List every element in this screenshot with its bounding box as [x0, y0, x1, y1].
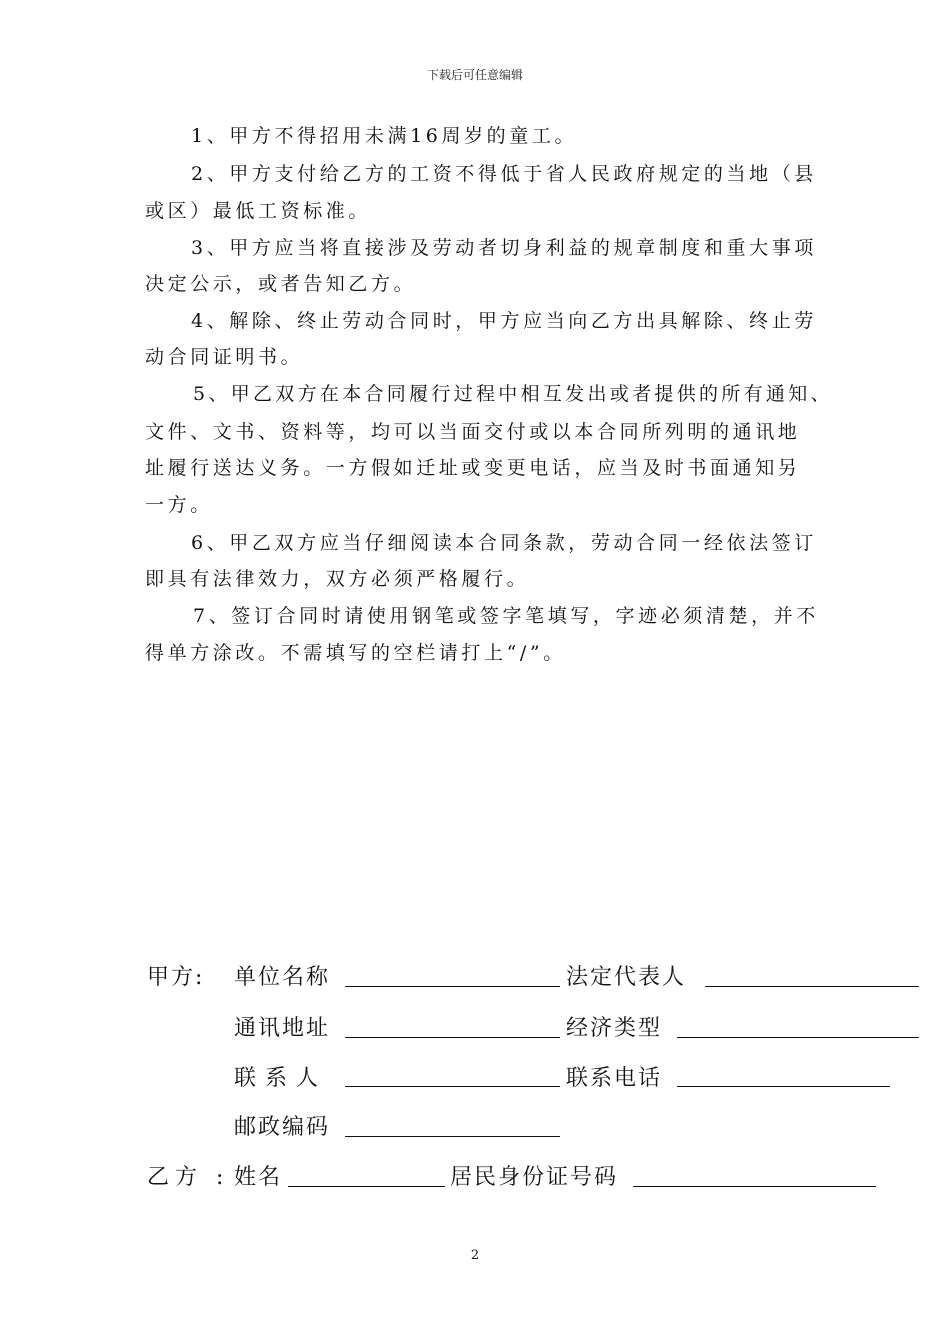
postcode-label: 邮政编码 — [234, 1115, 331, 1140]
clause-5-line-2: 文件、文书、资料等，均可以当面交付或以本合同所列明的通讯地 — [145, 421, 801, 443]
postcode-field[interactable] — [345, 1136, 560, 1137]
phone-field[interactable] — [677, 1086, 890, 1087]
unit-name-field[interactable] — [345, 986, 560, 987]
id-number-field[interactable] — [633, 1186, 876, 1187]
clause-6-line-1: 6、甲乙双方应当仔细阅读本合同条款，劳动合同一经依法签订 — [191, 532, 817, 554]
clause-6-line-2: 即具有法律效力，双方必须严格履行。 — [145, 568, 530, 590]
clause-5-line-4: 一方。 — [145, 494, 213, 516]
unit-name-label: 单位名称 — [234, 965, 331, 990]
page-number: 2 — [470, 1248, 480, 1263]
address-label: 通讯地址 — [234, 1016, 331, 1041]
clause-2-line-1: 2、甲方支付给乙方的工资不得低于省人民政府规定的当地（县 — [191, 163, 817, 185]
clause-1-line-1: 1、甲方不得招用未满16周岁的童工。 — [191, 125, 578, 147]
legal-rep-field[interactable] — [705, 986, 919, 987]
clause-3-line-2: 决定公示，或者告知乙方。 — [145, 273, 417, 295]
contact-label: 联 系 人 — [234, 1066, 319, 1091]
econ-type-label: 经济类型 — [566, 1016, 663, 1041]
clause-4-line-2: 动合同证明书。 — [145, 346, 304, 368]
clause-2-line-2: 或区）最低工资标准。 — [145, 200, 372, 222]
name-field[interactable] — [288, 1186, 445, 1187]
clause-5-line-3: 址履行送达义务。一方假如迁址或变更电话，应当及时书面通知另 — [145, 457, 801, 479]
clause-5-line-1: 5、甲乙双方在本合同履行过程中相互发出或者提供的所有通知、 — [193, 383, 833, 405]
party-b-label: 乙方 : — [147, 1165, 230, 1190]
phone-label: 联系电话 — [566, 1066, 663, 1091]
clause-7-line-1: 7、签订合同时请使用钢笔或签字笔填写，字迹必须清楚，并不 — [193, 605, 819, 627]
contact-field[interactable] — [345, 1086, 560, 1087]
clause-3-line-1: 3、甲方应当将直接涉及劳动者切身利益的规章制度和重大事项 — [191, 237, 817, 259]
page-header: 下载后可任意编辑 — [426, 68, 523, 82]
name-label: 姓名 — [234, 1165, 283, 1190]
legal-rep-label: 法定代表人 — [566, 965, 687, 990]
address-field[interactable] — [345, 1037, 560, 1038]
party-a-label: 甲方: — [147, 965, 205, 990]
clause-7-line-2: 得单方涂改。不需填写的空栏请打上“/”。 — [145, 642, 566, 664]
id-number-label: 居民身份证号码 — [450, 1165, 619, 1190]
clause-4-line-1: 4、解除、终止劳动合同时，甲方应当向乙方出具解除、终止劳 — [191, 310, 817, 332]
econ-type-field[interactable] — [677, 1037, 919, 1038]
